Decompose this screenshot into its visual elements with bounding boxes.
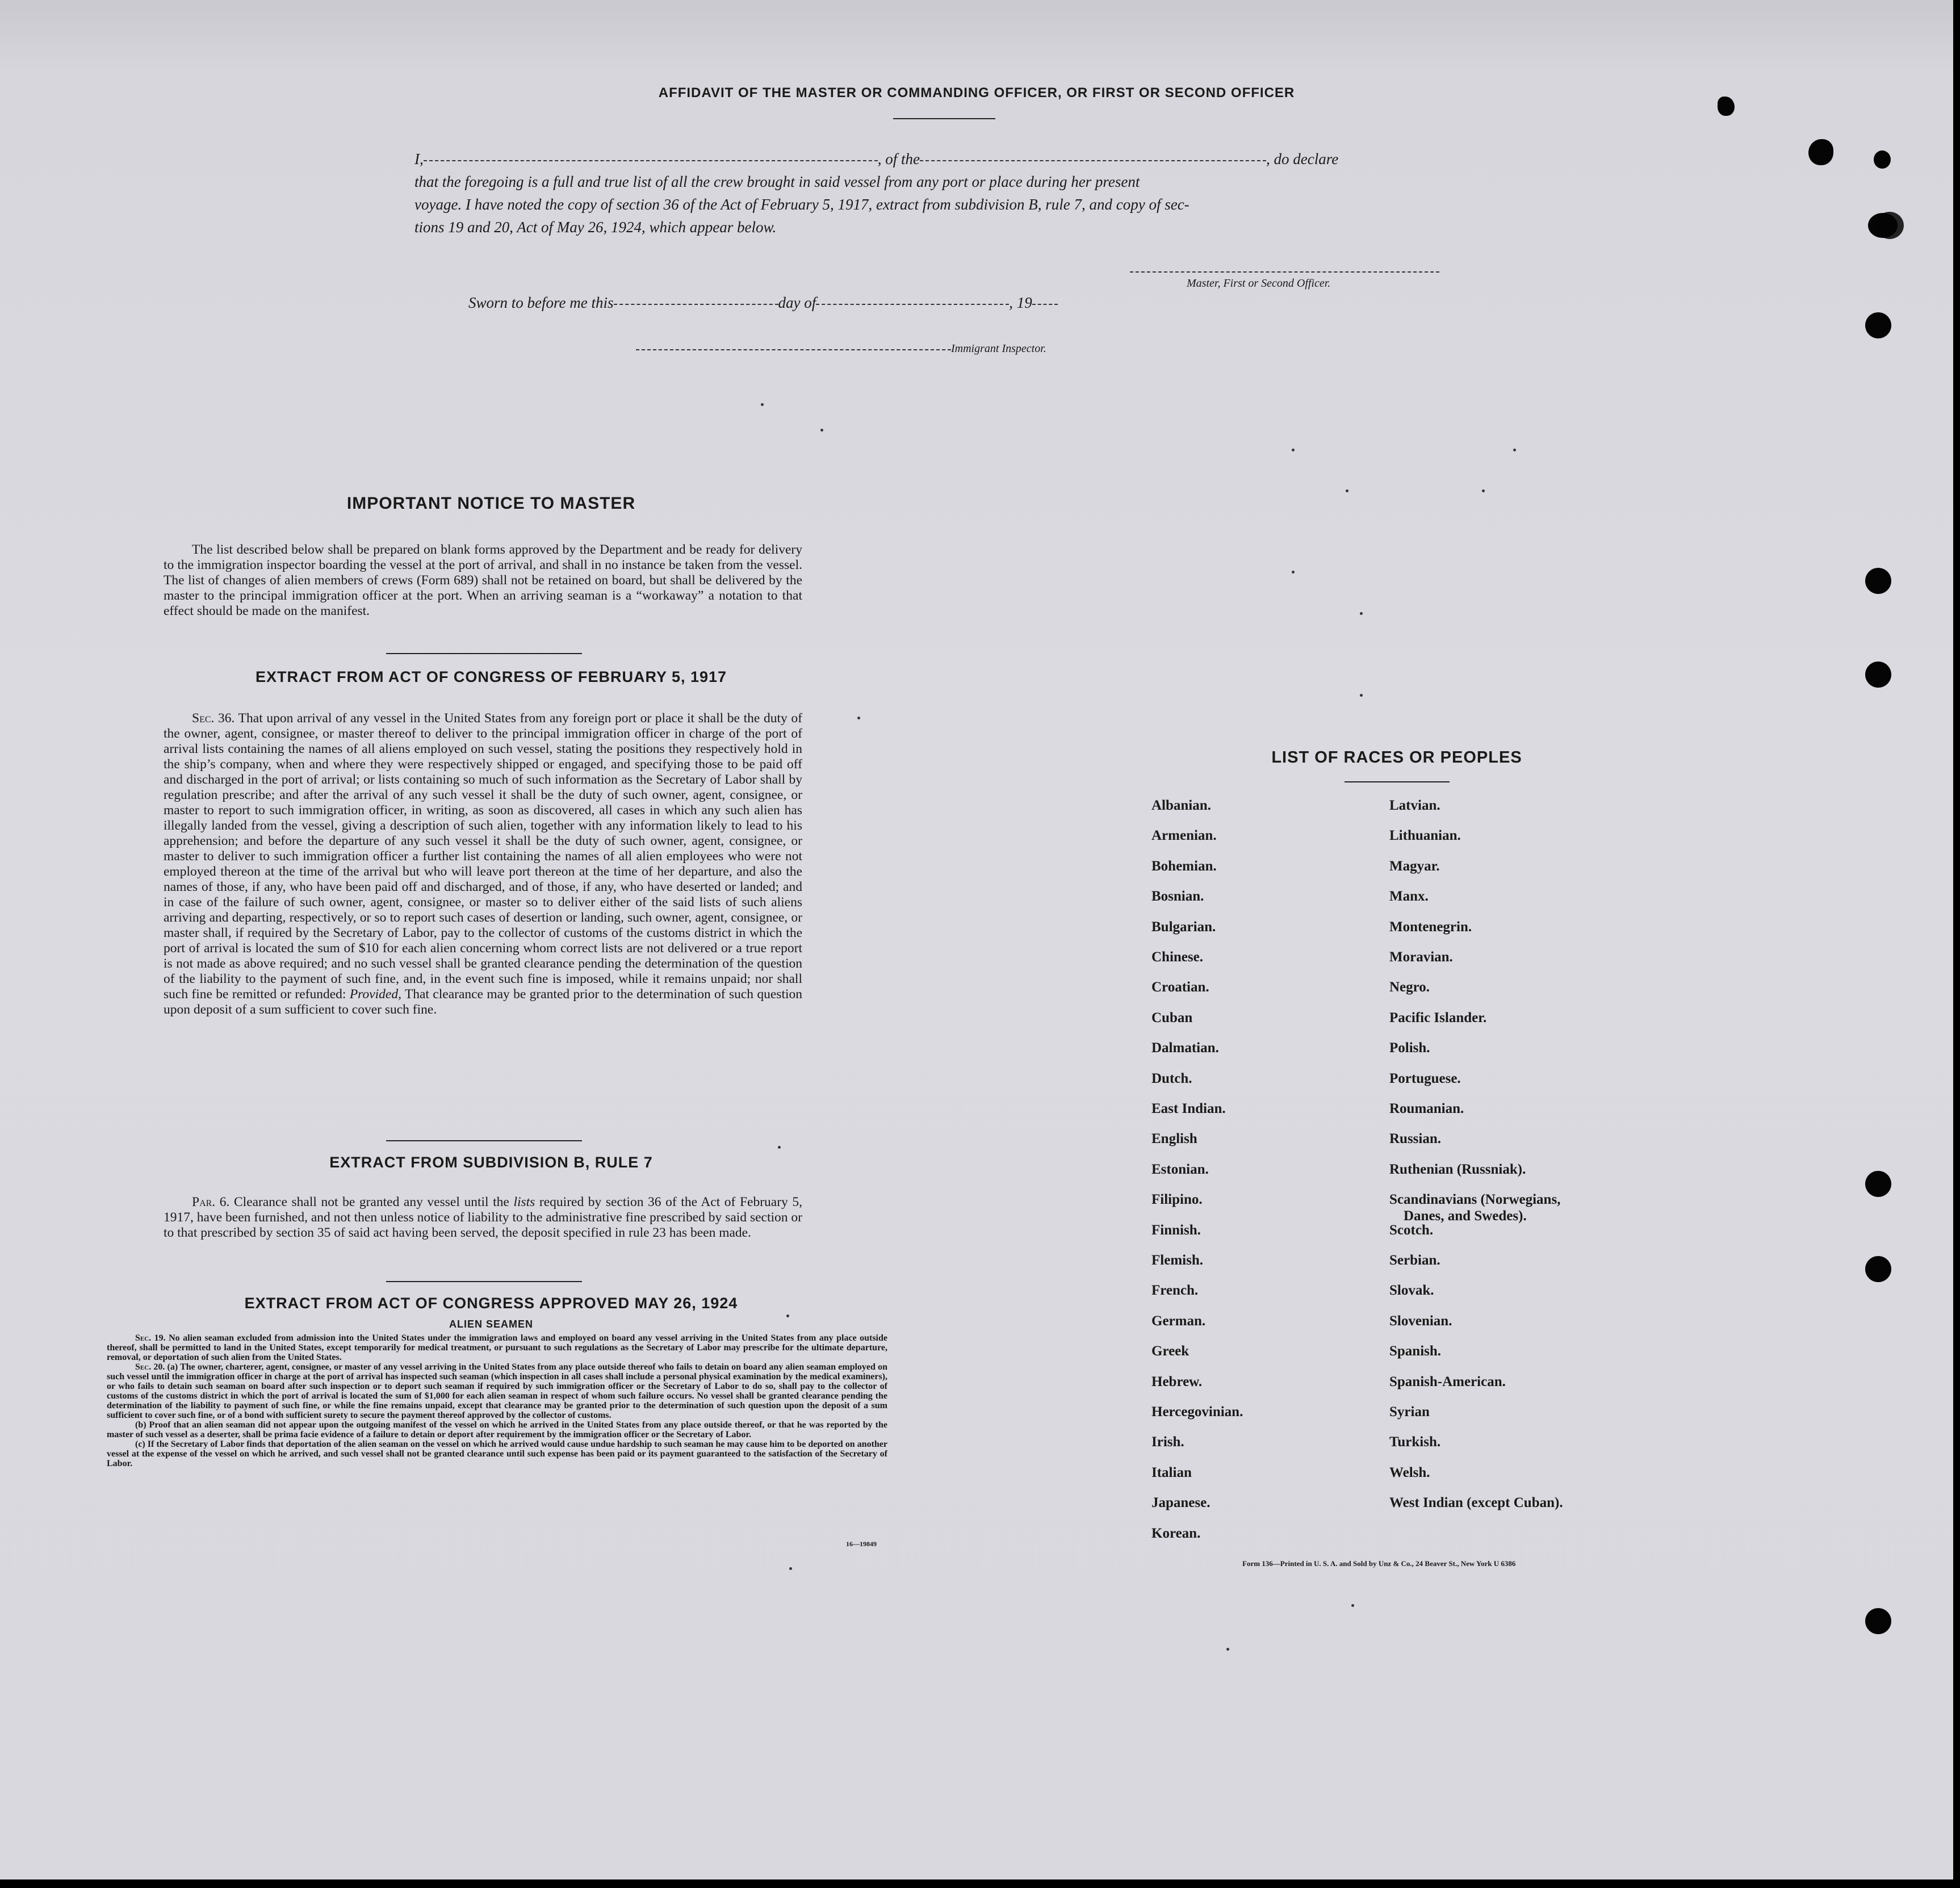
ink-blot xyxy=(1874,150,1891,169)
master-signature-label: Master, First or Second Officer. xyxy=(1187,277,1331,290)
race-right-item: Turkish. xyxy=(1389,1434,1441,1450)
race-left-item: Bohemian. xyxy=(1151,859,1217,874)
vessel-field[interactable] xyxy=(920,160,1266,161)
name-field[interactable] xyxy=(424,160,878,161)
rule-7-text-b: required by section 36 of the Act of February 5, 1917, have been furnished, and not then unless notice of liability to the administrative fine prescribed by said section or to that prescribed by section 35 of said act having been served, the deposit specified in rule 23 has been made. xyxy=(164,1195,803,1240)
sworn-month-field[interactable] xyxy=(816,304,1009,305)
inspector-signature-line[interactable] xyxy=(636,349,951,350)
sec-19-body: No alien seaman excluded from admission into the United States under the immigration laws and employed on board any vessel arriving in the United States from any place outside thereof, shall be permitted to land in the United States, except temporarily for medical treatment, or pursuant to such regulations as the Secretary of Labor may prescribe for the ultimate departure, removal, or deportation of such alien from the United States. xyxy=(107,1333,888,1362)
race-left-item: Armenian. xyxy=(1151,828,1217,843)
race-right-item: Slovak. xyxy=(1389,1283,1434,1298)
sec-20c: (c) If the Secretary of Labor finds that deportation of the alien seaman on the vessel on which he arrived would cause undue hardship to such seaman he may cause him to be deported on another vessel at the expense of the vessel on which he arrived, and such vessel shall not be granted clearance until such expense has been paid or its payment guaranteed to the satisfaction of the Secretary of Labor. xyxy=(107,1439,887,1468)
extract-1917-rule xyxy=(386,1140,582,1141)
speck xyxy=(1360,694,1363,697)
master-signature-block xyxy=(1130,271,1439,290)
affidavit-do-declare: , do declare xyxy=(1266,150,1339,168)
race-right-item: Pacific Islander. xyxy=(1389,1010,1487,1025)
speck xyxy=(1346,489,1348,492)
provided-word: Provided, xyxy=(349,987,401,1002)
races-heading: LIST OF RACES OR PEOPLES xyxy=(1271,748,1522,767)
sec-20a xyxy=(107,1362,887,1420)
speck xyxy=(786,1315,789,1317)
race-left-item: Flemish. xyxy=(1151,1253,1203,1268)
sec-20b: (b) Proof that an alien seaman did not appear upon the outgoing manifest of the vessel on which he arrived in the United States from any place outside thereof, or that he was reported by the master of such vessel as a deserter, shall be prima facie evidence of a failure to detain or deport after requirement by the immigration officer or the Secretary of Labor. xyxy=(107,1420,887,1439)
race-left-item: Dutch. xyxy=(1151,1071,1192,1086)
race-right-item: Scandinavians (Norwegians, xyxy=(1389,1192,1561,1207)
extract-1917-text xyxy=(164,711,802,1018)
master-signature-line[interactable] xyxy=(1130,271,1439,273)
sec-36-label: Sec. 36. xyxy=(192,711,235,726)
race-left-item: Finnish. xyxy=(1151,1223,1201,1238)
race-right-item: Lithuanian. xyxy=(1389,828,1461,843)
race-left-item: Chinese. xyxy=(1151,949,1203,965)
speck xyxy=(1351,1604,1354,1607)
race-left-item: Albanian. xyxy=(1151,798,1211,813)
speck xyxy=(1292,449,1295,451)
race-right-item: Polish. xyxy=(1389,1040,1430,1056)
race-right-item: Roumanian. xyxy=(1389,1101,1464,1116)
speck xyxy=(857,717,860,719)
rule-7-heading: EXTRACT FROM SUBDIVISION B, RULE 7 xyxy=(329,1154,653,1171)
sworn-day-field[interactable] xyxy=(614,304,778,305)
binder-hole xyxy=(1875,212,1904,239)
race-right-item: Manx. xyxy=(1389,889,1429,904)
sec-19 xyxy=(107,1333,887,1362)
race-right-item: Slovenian. xyxy=(1389,1313,1452,1329)
race-left-item: Estonian. xyxy=(1151,1162,1209,1177)
inspector-label: Immigrant Inspector. xyxy=(951,342,1046,355)
speck xyxy=(778,1146,781,1149)
race-left-item: Greek xyxy=(1151,1343,1190,1359)
race-right-item: West Indian (except Cuban). xyxy=(1389,1495,1563,1510)
race-left-item: Japanese. xyxy=(1151,1495,1211,1510)
race-left-item: Dalmatian. xyxy=(1151,1040,1219,1056)
speck xyxy=(820,429,823,432)
affidavit-title: AFFIDAVIT OF THE MASTER OR COMMANDING OFFICER, OR FIRST OR SECOND OFFICER xyxy=(658,85,1295,101)
inspector-block xyxy=(636,342,1046,355)
sworn-year: , 19 xyxy=(1009,294,1032,311)
rule-7-text xyxy=(164,1195,802,1241)
race-right-item: Magyar. xyxy=(1389,859,1440,874)
race-left-item: Italian xyxy=(1151,1465,1192,1480)
race-left-item: Bosnian. xyxy=(1151,889,1204,904)
race-right-item: Spanish. xyxy=(1389,1343,1442,1359)
speck xyxy=(1360,612,1363,615)
sworn-year-field[interactable] xyxy=(1032,304,1058,305)
race-right-item: Montenegrin. xyxy=(1389,919,1472,935)
race-right-item: Negro. xyxy=(1389,979,1430,995)
race-right-item: Scotch. xyxy=(1389,1223,1434,1238)
binder-hole xyxy=(1865,662,1891,688)
race-right-item: Syrian xyxy=(1389,1404,1430,1420)
sec-20a-body: (a) The owner, charterer, agent, consignee, or master of any vessel arriving in the United States from any place outside thereof who fails to detain on board any alien seaman employed on such vessel until the immigration officer in charge at the port of arrival has inspected such seaman (which inspection in all cases shall include a personal physical examination by the medical examiners), or who fails to detain such seaman on board after such inspection or to deport such seaman if required by such immigration officer or the Secretary of Labor to do so, shall pay to the collector of customs of the customs district in which the port of arrival is located the sum of $1,000 for each alien seaman in respect of whom such failure occurs. No vessel shall be granted clearance pending the determination of the liability to payment of such fine, or while the fine remains unpaid, except that clearance may be granted prior to the determination of such question upon the deposit of a sum sufficient to cover such fine, or of a bond with sufficient surety to secure the payment thereof approved by the collector of customs. xyxy=(107,1362,887,1420)
affidavit-line-3: tions 19 and 20, Act of May 26, 1924, which appear below. xyxy=(414,219,777,236)
race-left-item: French. xyxy=(1151,1283,1199,1298)
race-left-item: Croatian. xyxy=(1151,979,1209,995)
race-left-item: Bulgarian. xyxy=(1151,919,1216,935)
race-left-item: East Indian. xyxy=(1151,1101,1226,1116)
race-left-item: Filipino. xyxy=(1151,1192,1203,1207)
affidavit-line-2: voyage. I have noted the copy of section 36 of the Act of February 5, 1917, extract from subdivision B, rule 7, and copy of sec- xyxy=(414,196,1190,213)
affidavit-of-the: , of the xyxy=(877,150,920,168)
binder-hole xyxy=(1865,312,1891,338)
race-right-item: Latvian. xyxy=(1389,798,1440,813)
affidavit-i-label: I, xyxy=(414,150,424,168)
sec-36-body: That upon arrival of any vessel in the United States from any foreign port or place it shall be the duty of the owner, agent, consignee, or master thereof to deliver to the principal immigration officer in charge of the port of arrival lists containing the names of all aliens employed on such vessel, stating the positions they respectively hold in the ship’s company, when and where they were respectively shipped or engaged, and specifying those to be paid off and discharged in the port of arrival; or lists containing so much of such information as the Secretary of Labor shall by regulation prescribe; and after the arrival of any such vessel it shall be the duty of such owner, agent, consignee, or master to report to such immigration officer, in writing, as soon as discovered, all cases in which any such alien has illegally landed from the vessel, giving a description of such alien, together with any information likely to lead to his apprehension; and before the departure of any such vessel it shall be the duty of such owner, agent, consignee, or master to deliver to such immigration officer a further list containing the names of all alien employees who were not employed thereon at the time of the arrival but who will leave port thereon at the time of her departure, and also the names of those, if any, who have been paid off and discharged, and of those, if any, who have deserted or landed; and in case of the failure of such owner, agent, consignee, or master so to deliver either of the said lists of such aliens arriving and departing, respectively, or so to report such cases of desertion or landing, such owner, agent, consignee, or master shall, if required by the Secretary of Labor, pay to the collector of customs of the customs district in which the port of arrival is located the sum of $10 for each alien concerning whom correct lists are not delivered or a true report is not made as above required; and no such vessel shall be granted clearance pending the determination of the question of the liability to the payment of such fine, and, in the event such fine is imposed, while it remains unpaid; nor shall such fine be remitted or refunded: xyxy=(164,711,802,1002)
binder-hole xyxy=(1865,1608,1891,1634)
race-right-item: Spanish-American. xyxy=(1389,1374,1506,1389)
speck xyxy=(789,1567,792,1570)
sworn-prefix: Sworn to before me this xyxy=(468,294,614,311)
race-right-item: Welsh. xyxy=(1389,1465,1430,1480)
race-right-item: Danes, and Swedes). xyxy=(1404,1208,1527,1224)
lists-word: lists xyxy=(513,1195,535,1209)
race-left-item: Korean. xyxy=(1151,1526,1201,1541)
races-rule xyxy=(1345,781,1450,782)
race-left-item: Hercegovinian. xyxy=(1151,1404,1243,1420)
title-rule xyxy=(893,118,995,119)
race-right-item: Serbian. xyxy=(1389,1253,1440,1268)
sec-20-label: Sec. 20. xyxy=(135,1362,165,1372)
ink-blot xyxy=(1718,97,1735,116)
notice-rule xyxy=(386,653,582,654)
binder-hole xyxy=(1865,1171,1891,1197)
race-right-item: Moravian. xyxy=(1389,949,1453,965)
form-footer: Form 136—Printed in U. S. A. and Sold by Unz & Co., 24 Beaver St., New York U 6386 xyxy=(1242,1559,1516,1568)
notice-heading: IMPORTANT NOTICE TO MASTER xyxy=(346,494,636,513)
rule-7-text-a: Clearance shall not be granted any vessel until the xyxy=(233,1195,509,1209)
sec-19-label: Sec. 19. xyxy=(135,1333,166,1343)
speck xyxy=(1226,1648,1229,1651)
race-left-item: Irish. xyxy=(1151,1434,1184,1450)
par-6-label: Par. 6. xyxy=(192,1195,230,1209)
extract-1917-heading: EXTRACT FROM ACT OF CONGRESS OF FEBRUARY 5, 1917 xyxy=(255,668,727,685)
extract-1924-text xyxy=(107,1333,887,1468)
alien-seamen-subheading: ALIEN SEAMEN xyxy=(449,1318,533,1330)
sworn-line xyxy=(468,294,1058,312)
affidavit-line-1: that the foregoing is a full and true list of all the crew brought in said vessel from any port or place during her present xyxy=(414,173,1140,190)
race-left-item: English xyxy=(1151,1131,1197,1146)
binder-hole xyxy=(1865,1256,1891,1282)
ink-blot xyxy=(1808,139,1833,165)
speck xyxy=(761,403,764,406)
speck xyxy=(1482,489,1485,492)
race-right-item: Russian. xyxy=(1389,1131,1442,1146)
speck xyxy=(1513,449,1516,451)
print-code: 16—19849 xyxy=(846,1540,877,1548)
sec-36-end: That clearance may be granted prior to the determination of such question upon deposit of a sum sufficient to cover such fine. xyxy=(164,987,803,1017)
speck xyxy=(1292,571,1295,573)
extract-1924-heading: EXTRACT FROM ACT OF CONGRESS APPROVED MAY 26, 1924 xyxy=(244,1295,738,1312)
race-left-item: Cuban xyxy=(1151,1010,1193,1025)
race-left-item: German. xyxy=(1151,1313,1206,1329)
race-right-item: Ruthenian (Russniak). xyxy=(1389,1162,1526,1177)
binder-hole xyxy=(1865,568,1891,594)
affidavit-declaration xyxy=(414,148,1471,238)
notice-text: The list described below shall be prepared on blank forms approved by the Department and be ready for delivery to the immigration inspector boarding the vessel at the port of arrival, and shall in no instance be taken from the vessel. The list of changes of alien members of crews (Form 689) shall not be retained on board, but shall be delivered by the master to the principal immigration officer at the port. When an arriving seaman is a “workaway” a notation to that effect should be made on the manifest. xyxy=(164,542,802,618)
sworn-day-of: day of xyxy=(778,294,816,311)
race-left-item: Hebrew. xyxy=(1151,1374,1203,1389)
race-right-item: Portuguese. xyxy=(1389,1071,1461,1086)
rule-7-rule xyxy=(386,1281,582,1282)
